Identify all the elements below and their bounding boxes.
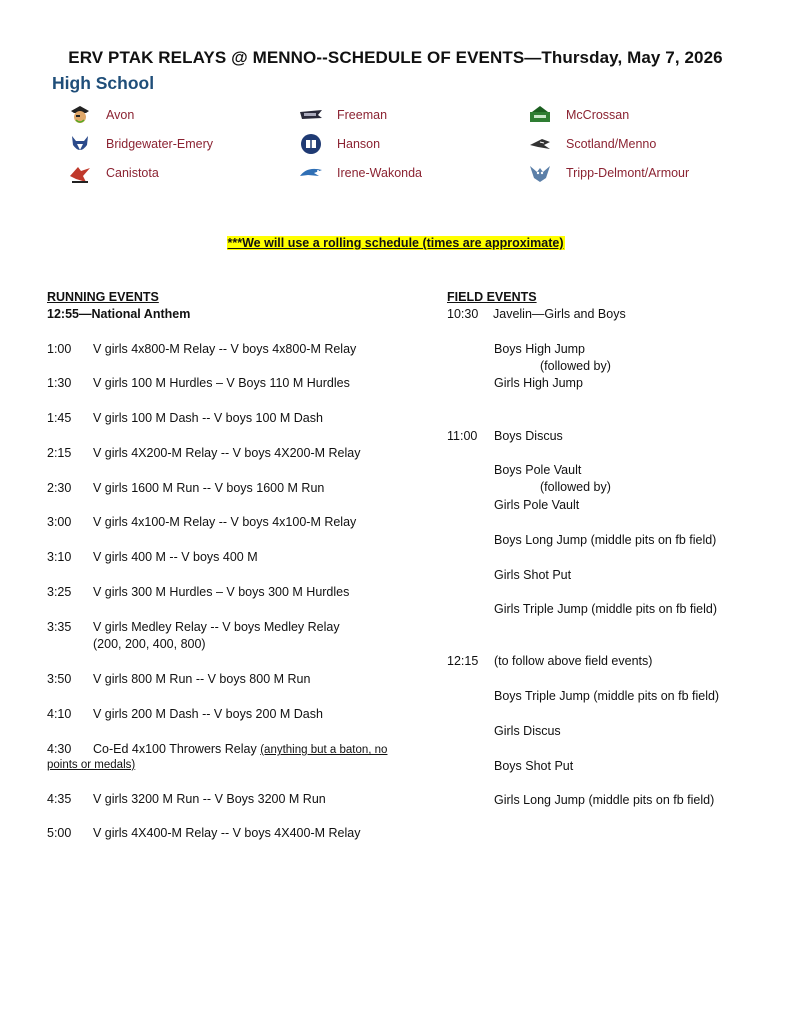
- school-name: Bridgewater-Emery: [106, 137, 213, 151]
- event-description: V girls 3200 M Run -- V Boys 3200 M Run: [93, 792, 326, 806]
- event-description: V girls 200 M Dash -- V boys 200 M Dash: [93, 707, 323, 721]
- school-mccrossan: [528, 104, 629, 126]
- field-time: 10:30: [447, 307, 479, 321]
- event-description-text: Co-Ed 4x100 Throwers Relay: [93, 742, 261, 756]
- event-description: V girls 1600 M Run -- V boys 1600 M Run: [93, 481, 325, 495]
- school-freeman: [299, 104, 387, 126]
- event-time: 2:15: [47, 446, 72, 460]
- event-description: V girls 4X400-M Relay -- V boys 4X400-M Relay: [93, 826, 361, 840]
- event-description: V girls 300 M Hurdles – V boys 300 M Hurdles: [93, 585, 350, 599]
- school-scotland-menno: [528, 133, 656, 155]
- event-time: 3:35: [47, 620, 72, 634]
- field-event: Girls High Jump: [494, 376, 583, 390]
- field-event: Girls Shot Put: [494, 568, 572, 582]
- event-description: V girls 100 M Hurdles – V Boys 110 M Hurdles: [93, 376, 350, 390]
- field-event: Boys Discus: [494, 429, 563, 443]
- event-time: 3:10: [47, 550, 72, 564]
- school-avon: [68, 104, 134, 126]
- national-anthem: 12:55—National Anthem: [47, 307, 191, 321]
- beetle-logo-icon: [299, 133, 323, 155]
- rolling-schedule-notice: [0, 236, 791, 250]
- school-bridgewater-emery: [68, 133, 213, 155]
- event-time: 4:30: [47, 742, 72, 756]
- event-description: V girls 100 M Dash -- V boys 100 M Dash: [93, 411, 323, 425]
- field-event: Girls Triple Jump (middle pits on fb field): [494, 602, 717, 616]
- nighthawk-logo-icon: [528, 162, 552, 184]
- school-name: Freeman: [337, 108, 388, 122]
- event-time: 1:00: [47, 342, 72, 356]
- event-time: 1:30: [47, 376, 72, 390]
- school-hanson: [299, 133, 380, 155]
- event-time: 1:45: [47, 411, 72, 425]
- page-subtitle: High School: [52, 73, 155, 93]
- event-description: V girls 400 M -- V boys 400 M: [93, 550, 258, 564]
- pirate-logo-icon: [68, 104, 92, 126]
- field-event: Boys Shot Put: [494, 759, 574, 773]
- husky-logo-icon: [68, 133, 92, 155]
- event-note: (anything but a baton, no: [260, 744, 388, 756]
- event-description: V girls Medley Relay -- V boys Medley Relay: [93, 620, 340, 634]
- field-event: Boys Pole Vault: [494, 463, 582, 477]
- event-time: 2:30: [47, 481, 72, 495]
- school-tripp-delmont-armour: [528, 162, 689, 184]
- school-name: Scotland/Menno: [566, 137, 657, 151]
- field-event: Girls Long Jump (middle pits on fb field): [494, 793, 715, 807]
- event-time: 5:00: [47, 826, 72, 840]
- school-irene-wakonda: [299, 162, 422, 184]
- school-name: Tripp-Delmont/Armour: [566, 166, 690, 180]
- running-events-header: RUNNING EVENTS: [47, 290, 159, 304]
- event-time: 3:00: [47, 515, 72, 529]
- event-time: 3:50: [47, 672, 72, 686]
- notice-text: ***We will use a rolling schedule (times are approximate): [227, 236, 564, 250]
- event-description: V girls 800 M Run -- V boys 800 M Run: [93, 672, 311, 686]
- followed-by-note: (followed by): [540, 480, 611, 494]
- event-description: [93, 742, 387, 756]
- event-description-detail: (200, 200, 400, 800): [93, 637, 206, 651]
- event-time: 3:25: [47, 585, 72, 599]
- school-name: Hanson: [337, 137, 381, 151]
- field-events-header: FIELD EVENTS: [447, 290, 537, 304]
- school-name: Avon: [106, 108, 135, 122]
- field-event: Girls Pole Vault: [494, 498, 580, 512]
- field-time: 12:15: [447, 654, 479, 668]
- event-description: V girls 4x100-M Relay -- V boys 4x100-M Relay: [93, 515, 357, 529]
- field-time: 11:00: [447, 429, 478, 443]
- event-time: 4:10: [47, 707, 72, 721]
- event-time: 4:35: [47, 792, 72, 806]
- field-event: Boys Long Jump (middle pits on fb field): [494, 533, 717, 547]
- flyers-logo-icon: [299, 104, 323, 126]
- field-event: Boys High Jump: [494, 342, 586, 356]
- field-event: Javelin—Girls and Boys: [493, 307, 626, 321]
- field-event: Girls Discus: [494, 724, 561, 738]
- school-name: McCrossan: [566, 108, 630, 122]
- field-note: (to follow above field events): [494, 654, 653, 668]
- followed-by-note: (followed by): [540, 359, 611, 373]
- field-event: Boys Triple Jump (middle pits on fb field): [494, 689, 720, 703]
- hawk-logo-icon: [68, 162, 92, 184]
- school-canistota: [68, 162, 159, 184]
- falcon-logo-icon: [528, 133, 552, 155]
- school-name: Irene-Wakonda: [337, 166, 422, 180]
- event-note-continued: points or medals): [47, 759, 136, 771]
- event-description: V girls 4X200-M Relay -- V boys 4X200-M Relay: [93, 446, 361, 460]
- page-title: ERV PTAK RELAYS @ MENNO--SCHEDULE OF EVENTS—Thursday, May 7, 2026: [68, 48, 723, 67]
- event-description: V girls 4x800-M Relay -- V boys 4x800-M Relay: [93, 342, 357, 356]
- mccrossan-logo-icon: [528, 104, 552, 126]
- school-name: Canistota: [106, 166, 159, 180]
- eagle-logo-icon: [299, 162, 323, 184]
